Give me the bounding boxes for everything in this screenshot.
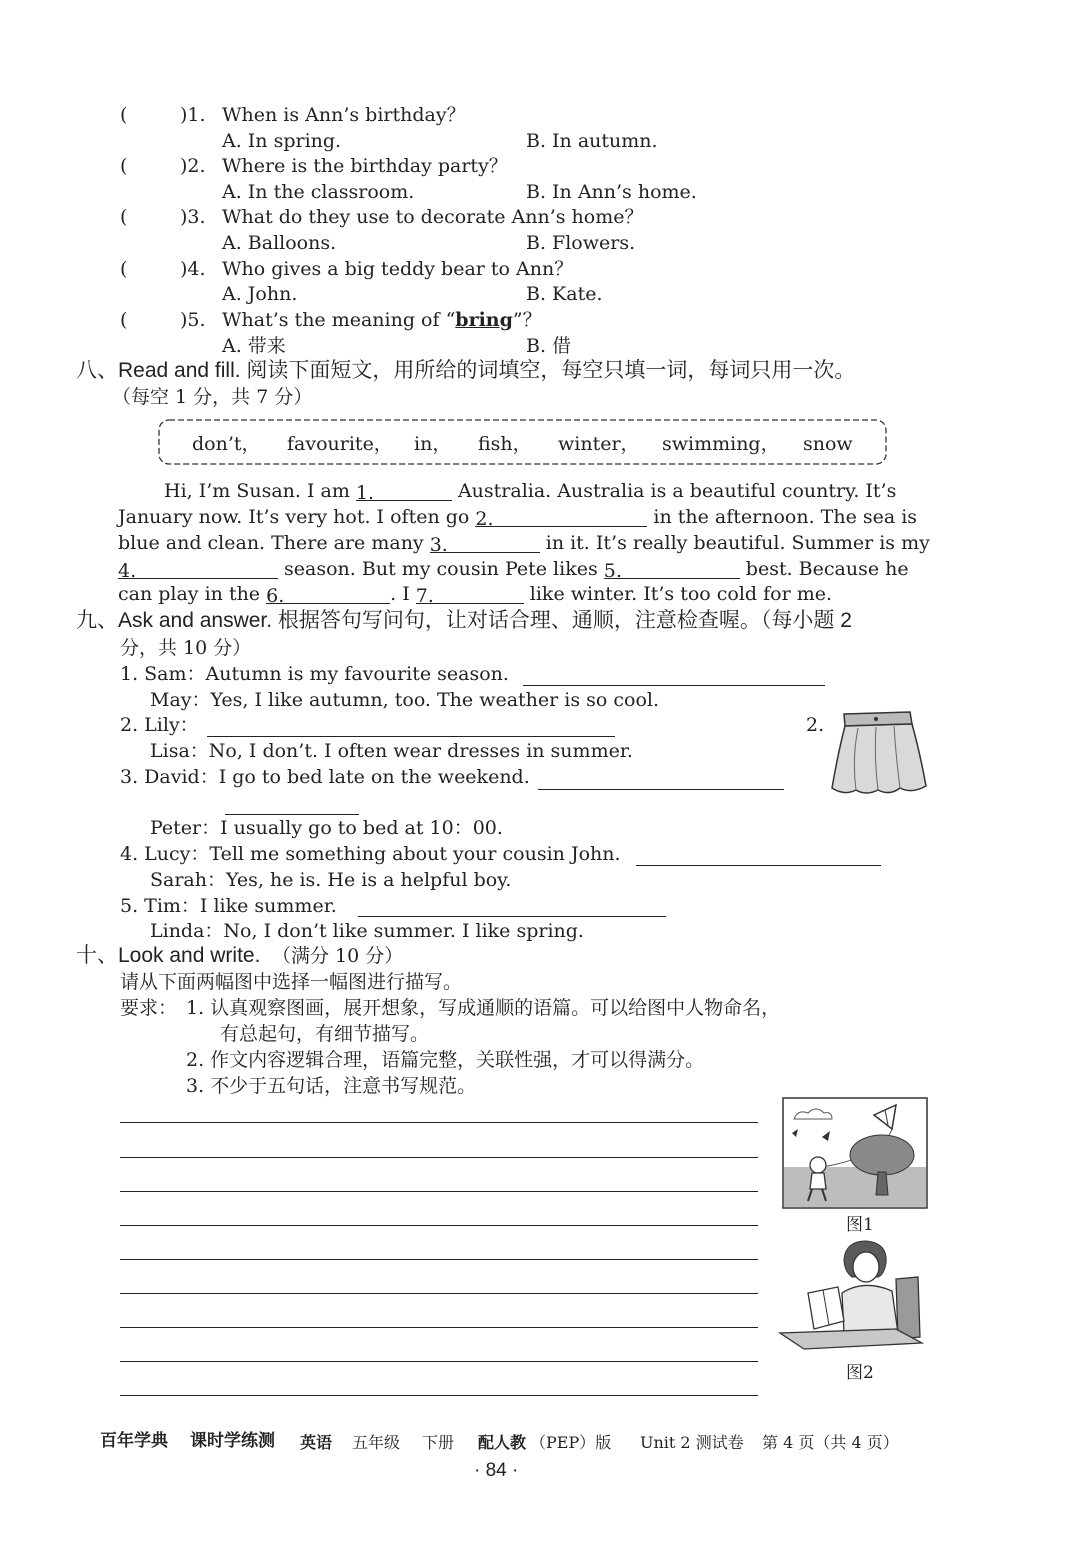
picture-label: 2. xyxy=(806,714,825,736)
dialogue-5-a: Linda：No, I don’t like summer. I like spring. xyxy=(150,920,584,942)
q1-option-a: A. In spring. xyxy=(222,130,342,152)
dialogue-4-q: 4. Lucy：Tell me something about your cousin John. xyxy=(120,843,621,865)
footer-page-info: 第 4 页（共 4 页） xyxy=(762,1433,899,1452)
section-10-heading: 十、Look and write. xyxy=(76,944,261,967)
question-1: When is Ann’s birthday？ xyxy=(222,104,466,126)
blank-2[interactable]: 2. xyxy=(475,506,647,527)
requirement-2: 2. 作文内容逻辑合理，语篇完整，关联性强，才可以得满分。 xyxy=(186,1049,705,1071)
section-10-intro: 请从下面两幅图中选择一幅图进行描写。 xyxy=(120,971,463,993)
q4-option-b: B. Kate. xyxy=(526,283,603,305)
q2-option-a: A. In the classroom. xyxy=(222,181,415,203)
word-bank-item: winter， xyxy=(558,433,640,455)
word-bank-item: favourite， xyxy=(287,433,393,455)
figure-2-reading-illustration xyxy=(778,1237,924,1357)
word-bank-item: fish， xyxy=(478,433,532,455)
answer-line-2[interactable] xyxy=(207,736,615,737)
answer-line-1[interactable] xyxy=(523,685,825,686)
dialogue-2-a: Lisa：No, I don’t. I often wear dresses in summer. xyxy=(150,740,633,762)
page-number: · 84 · xyxy=(474,1460,519,1481)
passage-line: 4. season. But my cousin Pete likes 5. best. Because he xyxy=(118,558,909,582)
requirements-label: 要求： xyxy=(120,997,178,1019)
footer-edition-pre: 配人教 xyxy=(478,1433,527,1452)
footer-unit: Unit 2 测试卷 xyxy=(640,1433,744,1452)
answer-paren-close: )2. xyxy=(180,155,206,177)
writing-line[interactable] xyxy=(120,1157,758,1158)
passage-line: can play in the 6. . I 7. like winter. It’s too cold for me. xyxy=(118,583,833,607)
dialogue-4-a: Sarah：Yes, he is. He is a helpful boy. xyxy=(150,869,512,891)
section-9-score: 分，共 10 分） xyxy=(120,637,252,659)
answer-line-5[interactable] xyxy=(358,916,666,917)
section-8-score: （每空 1 分，共 7 分） xyxy=(112,386,313,408)
answer-line-4[interactable] xyxy=(636,865,881,866)
figure-1-kite-illustration xyxy=(782,1097,928,1209)
question-3: What do they use to decorate Ann’s home？ xyxy=(222,206,644,228)
q3-option-a: A. Balloons. xyxy=(222,232,337,254)
answer-line-3[interactable] xyxy=(538,789,784,790)
dialogue-5-q: 5. Tim：I like summer. xyxy=(120,895,337,917)
blank-1[interactable]: 1. xyxy=(356,480,452,501)
q5-option-b: B. 借 xyxy=(526,335,572,357)
answer-paren[interactable]: ( xyxy=(120,155,128,177)
answer-paren-close: )1. xyxy=(180,104,206,126)
section-10-score: （满分 10 分） xyxy=(272,945,404,967)
word-bank-item: don’t， xyxy=(192,433,261,455)
writing-line[interactable] xyxy=(120,1259,758,1260)
passage-line: January now. It’s very hot. I often go 2. in the afternoon. The sea is xyxy=(118,506,918,530)
dialogue-1-a: May：Yes, I like autumn, too. The weather is so cool. xyxy=(150,689,660,711)
figure-2-caption: 图2 xyxy=(846,1363,874,1383)
blank-7[interactable]: 7. xyxy=(416,583,524,604)
word-bank-item: in， xyxy=(414,433,452,455)
footer-brand: 百年学典 xyxy=(100,1431,168,1450)
writing-line[interactable] xyxy=(120,1395,758,1396)
requirement-3: 3. 不少于五句话，注意书写规范。 xyxy=(186,1075,477,1097)
question-4: Who gives a big teddy bear to Ann？ xyxy=(222,258,574,280)
word-bank-item: swimming， xyxy=(662,433,780,455)
q3-option-b: B. Flowers. xyxy=(526,232,636,254)
writing-line[interactable] xyxy=(120,1361,758,1362)
passage-line: Hi, I’m Susan. I am 1. Australia. Australia is a beautiful country. It’s xyxy=(164,480,897,504)
blank-5[interactable]: 5. xyxy=(604,558,740,579)
requirement-1: 1. 认真观察图画，展开想象，写成通顺的语篇。可以给图中人物命名， xyxy=(186,997,781,1019)
q1-option-b: B. In autumn. xyxy=(526,130,658,152)
section-8-heading: 八、Read and fill. 阅读下面短文，用所给的词填空，每空只填一词，每词只用一次。 xyxy=(76,359,856,382)
writing-line[interactable] xyxy=(120,1122,758,1123)
requirement-1b: 有总起句，有细节描写。 xyxy=(220,1023,430,1045)
footer-subject: 英语 xyxy=(300,1433,333,1452)
answer-paren[interactable]: ( xyxy=(120,206,128,228)
q5-option-a: A. 带来 xyxy=(222,335,286,357)
dialogue-3-a: Peter：I usually go to bed at 10：00. xyxy=(150,817,503,839)
writing-line[interactable] xyxy=(120,1225,758,1226)
writing-line[interactable] xyxy=(120,1293,758,1294)
skirt-illustration xyxy=(828,708,930,798)
answer-paren[interactable]: ( xyxy=(120,258,128,280)
blank-4[interactable]: 4. xyxy=(118,558,278,579)
dialogue-3-q: 3. David：I go to bed late on the weekend. xyxy=(120,766,530,788)
writing-line[interactable] xyxy=(120,1191,758,1192)
answer-paren[interactable]: ( xyxy=(120,309,128,331)
writing-line[interactable] xyxy=(120,1327,758,1328)
word-bank-item: snow xyxy=(803,433,853,455)
dialogue-1-q: 1. Sam：Autumn is my favourite season. xyxy=(120,663,509,685)
footer-volume: 下册 xyxy=(422,1433,455,1452)
footer-grade: 五年级 xyxy=(352,1433,401,1452)
answer-paren-close: )4. xyxy=(180,258,206,280)
section-9-heading: 九、Ask and answer. 根据答句写问句，让对话合理、通顺，注意检查喔。（每小题 2 xyxy=(76,609,852,632)
q2-option-b: B. In Ann’s home. xyxy=(526,181,697,203)
question-5: What’s the meaning of “bring”？ xyxy=(222,309,542,331)
footer-edition: （PEP）版 xyxy=(530,1433,612,1452)
answer-paren[interactable]: ( xyxy=(120,104,128,126)
answer-paren-close: )5. xyxy=(180,309,206,331)
dialogue-2-q: 2. Lily： xyxy=(120,714,199,736)
figure-1-caption: 图1 xyxy=(846,1215,874,1235)
footer-series: 课时学练测 xyxy=(190,1431,275,1450)
passage-line: blue and clean. There are many 3. in it. It’s really beautiful. Summer is my xyxy=(118,532,930,556)
blank-3[interactable]: 3. xyxy=(430,532,540,553)
answer-paren-close: )3. xyxy=(180,206,206,228)
blank-6[interactable]: 6. xyxy=(266,583,390,604)
question-2: Where is the birthday party？ xyxy=(222,155,508,177)
q4-option-a: A. John. xyxy=(222,283,298,305)
